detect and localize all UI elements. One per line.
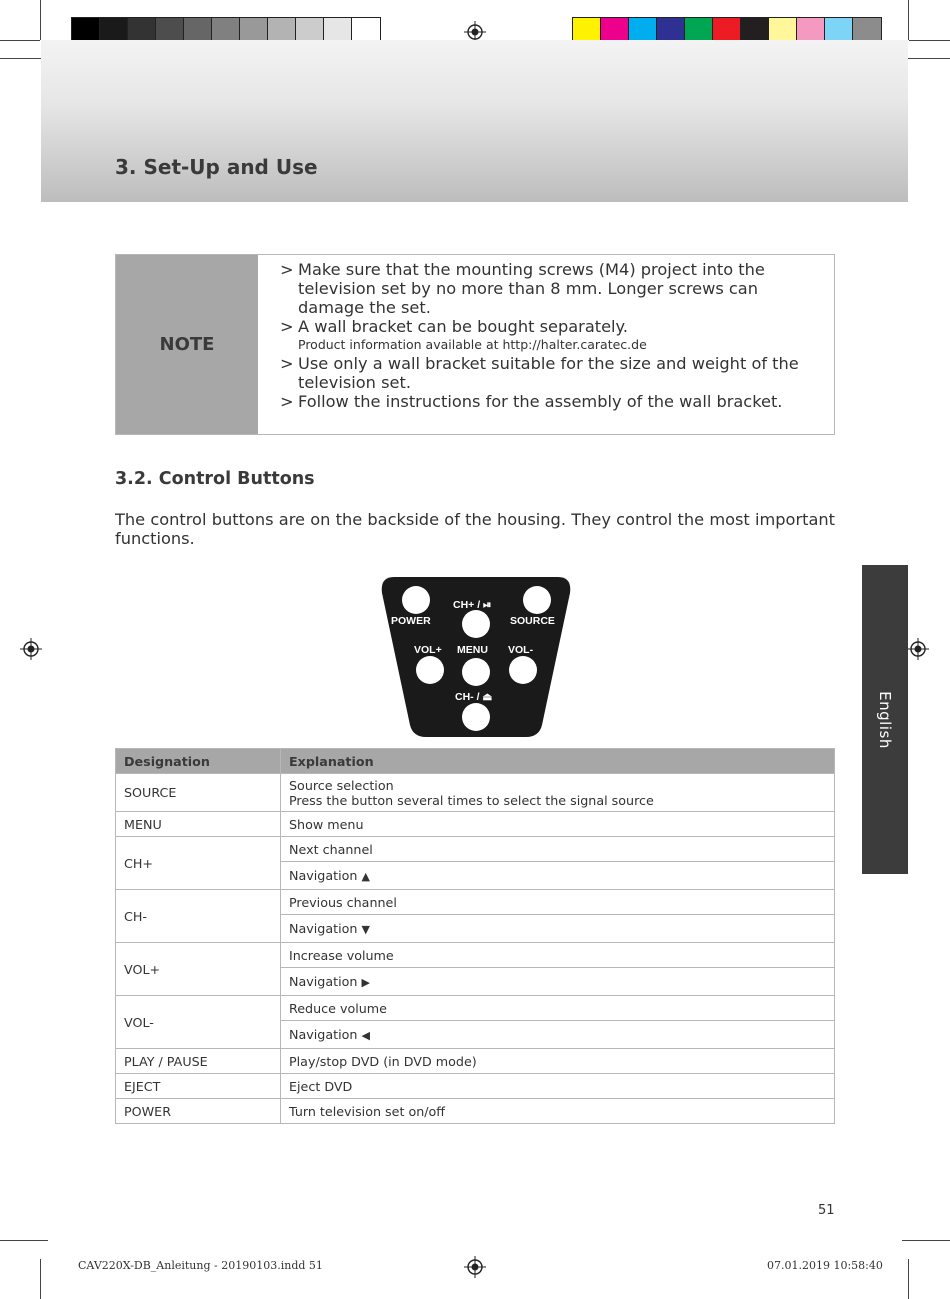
ch-minus-label: CH- / ⏏ <box>455 691 493 703</box>
slug-file-info: CAV220X-DB_Anleitung - 20190103.indd 51 <box>78 1259 323 1272</box>
vol-plus-button <box>416 656 444 684</box>
crop-mark <box>40 0 41 40</box>
source-label: SOURCE <box>510 615 555 627</box>
crop-mark <box>908 0 909 40</box>
control-buttons-table <box>115 748 835 1124</box>
designation-cell: VOL- <box>116 996 281 1049</box>
navigation-label: Navigation <box>289 867 358 883</box>
explanation-cell: Next channel <box>281 837 835 862</box>
designation-cell: CH- <box>116 890 281 943</box>
table-row <box>116 943 835 968</box>
language-side-tab <box>862 565 908 874</box>
note-text: Use only a wall bracket suitable for the size and weight of the television set. <box>298 354 799 392</box>
vol-minus-label: VOL- <box>508 644 534 656</box>
note-text: A wall bracket can be bought separately. <box>298 317 628 336</box>
control-panel-illustration <box>380 575 572 740</box>
table-header-designation: Designation <box>116 749 281 774</box>
arrow-up-icon: ▲ <box>361 869 370 883</box>
subsection-title: 3.2. Control Buttons <box>115 469 315 489</box>
registration-mark-icon <box>907 638 929 660</box>
explanation-cell: Play/stop DVD (in DVD mode) <box>281 1049 835 1074</box>
slug-timestamp: 07.01.2019 10:58:40 <box>767 1259 883 1272</box>
vol-minus-button <box>509 656 537 684</box>
navigation-cell <box>281 1021 835 1049</box>
explanation-cell <box>281 774 835 812</box>
arrow-right-icon: ▶ <box>361 975 370 989</box>
explanation-cell: Eject DVD <box>281 1074 835 1099</box>
vol-plus-label: VOL+ <box>414 644 442 656</box>
note-item <box>280 392 826 411</box>
side-tab-label: English <box>876 690 894 749</box>
note-marker: > <box>280 392 294 411</box>
note-text: Follow the instructions for the assembly of the wall bracket. <box>298 392 783 411</box>
explanation-cell: Show menu <box>281 812 835 837</box>
power-label: POWER <box>391 615 431 627</box>
registration-mark-icon <box>464 1256 486 1278</box>
note-text: Make sure that the mounting screws (M4) project into the television set by no more than 8 mm. Longer screws can damage the set. <box>298 260 765 317</box>
note-content <box>258 255 834 434</box>
designation-cell: CH+ <box>116 837 281 890</box>
navigation-label: Navigation <box>289 1026 358 1042</box>
navigation-cell <box>281 968 835 996</box>
table-header-row <box>116 749 835 774</box>
section-title: 3. Set-Up and Use <box>115 155 318 179</box>
explanation-line: Press the button several times to select the signal source <box>289 792 654 808</box>
note-item <box>280 354 826 392</box>
table-row <box>116 1049 835 1074</box>
crop-mark <box>909 40 950 41</box>
ch-minus-button <box>462 703 490 731</box>
source-button <box>523 586 551 614</box>
navigation-label: Navigation <box>289 973 358 989</box>
note-marker: > <box>280 260 294 279</box>
navigation-cell <box>281 915 835 943</box>
crop-mark <box>902 58 950 59</box>
table-header-explanation: Explanation <box>281 749 835 774</box>
designation-cell: PLAY / PAUSE <box>116 1049 281 1074</box>
note-product-info: Product information available at http://halter.caratec.de <box>298 337 647 352</box>
table-row <box>116 774 835 812</box>
note-marker: > <box>280 317 294 336</box>
explanation-line: Source selection <box>289 777 394 793</box>
table-row <box>116 837 835 862</box>
power-button <box>402 586 430 614</box>
arrow-left-icon: ◀ <box>361 1028 370 1042</box>
page-number: 51 <box>818 1203 835 1218</box>
explanation-cell: Increase volume <box>281 943 835 968</box>
table-row <box>116 1074 835 1099</box>
note-label: NOTE <box>159 334 215 355</box>
menu-label: MENU <box>457 644 488 656</box>
explanation-cell: Turn television set on/off <box>281 1099 835 1124</box>
table-row <box>116 890 835 915</box>
designation-cell: SOURCE <box>116 774 281 812</box>
explanation-cell: Previous channel <box>281 890 835 915</box>
crop-mark <box>908 1259 909 1299</box>
table-row <box>116 812 835 837</box>
arrow-down-icon: ▼ <box>361 922 370 936</box>
ch-plus-label: CH+ / ⏯ <box>453 599 492 611</box>
note-item <box>280 317 826 336</box>
designation-cell: MENU <box>116 812 281 837</box>
ch-plus-button <box>462 610 490 638</box>
designation-cell: POWER <box>116 1099 281 1124</box>
note-box <box>115 254 835 435</box>
designation-cell: EJECT <box>116 1074 281 1099</box>
navigation-cell <box>281 862 835 890</box>
crop-mark <box>0 40 40 41</box>
registration-mark-icon <box>20 638 42 660</box>
intro-paragraph: The control buttons are on the backside of the housing. They control the most important functions. <box>115 510 835 548</box>
navigation-label: Navigation <box>289 920 358 936</box>
table-row <box>116 996 835 1021</box>
table-row <box>116 1099 835 1124</box>
note-item <box>280 260 826 317</box>
note-label-cell <box>116 255 258 434</box>
explanation-cell: Reduce volume <box>281 996 835 1021</box>
menu-button <box>462 658 490 686</box>
crop-mark <box>902 1240 950 1241</box>
designation-cell: VOL+ <box>116 943 281 996</box>
note-item <box>298 336 826 354</box>
note-marker: > <box>280 354 294 373</box>
crop-mark <box>0 1240 48 1241</box>
crop-mark <box>40 1259 41 1299</box>
